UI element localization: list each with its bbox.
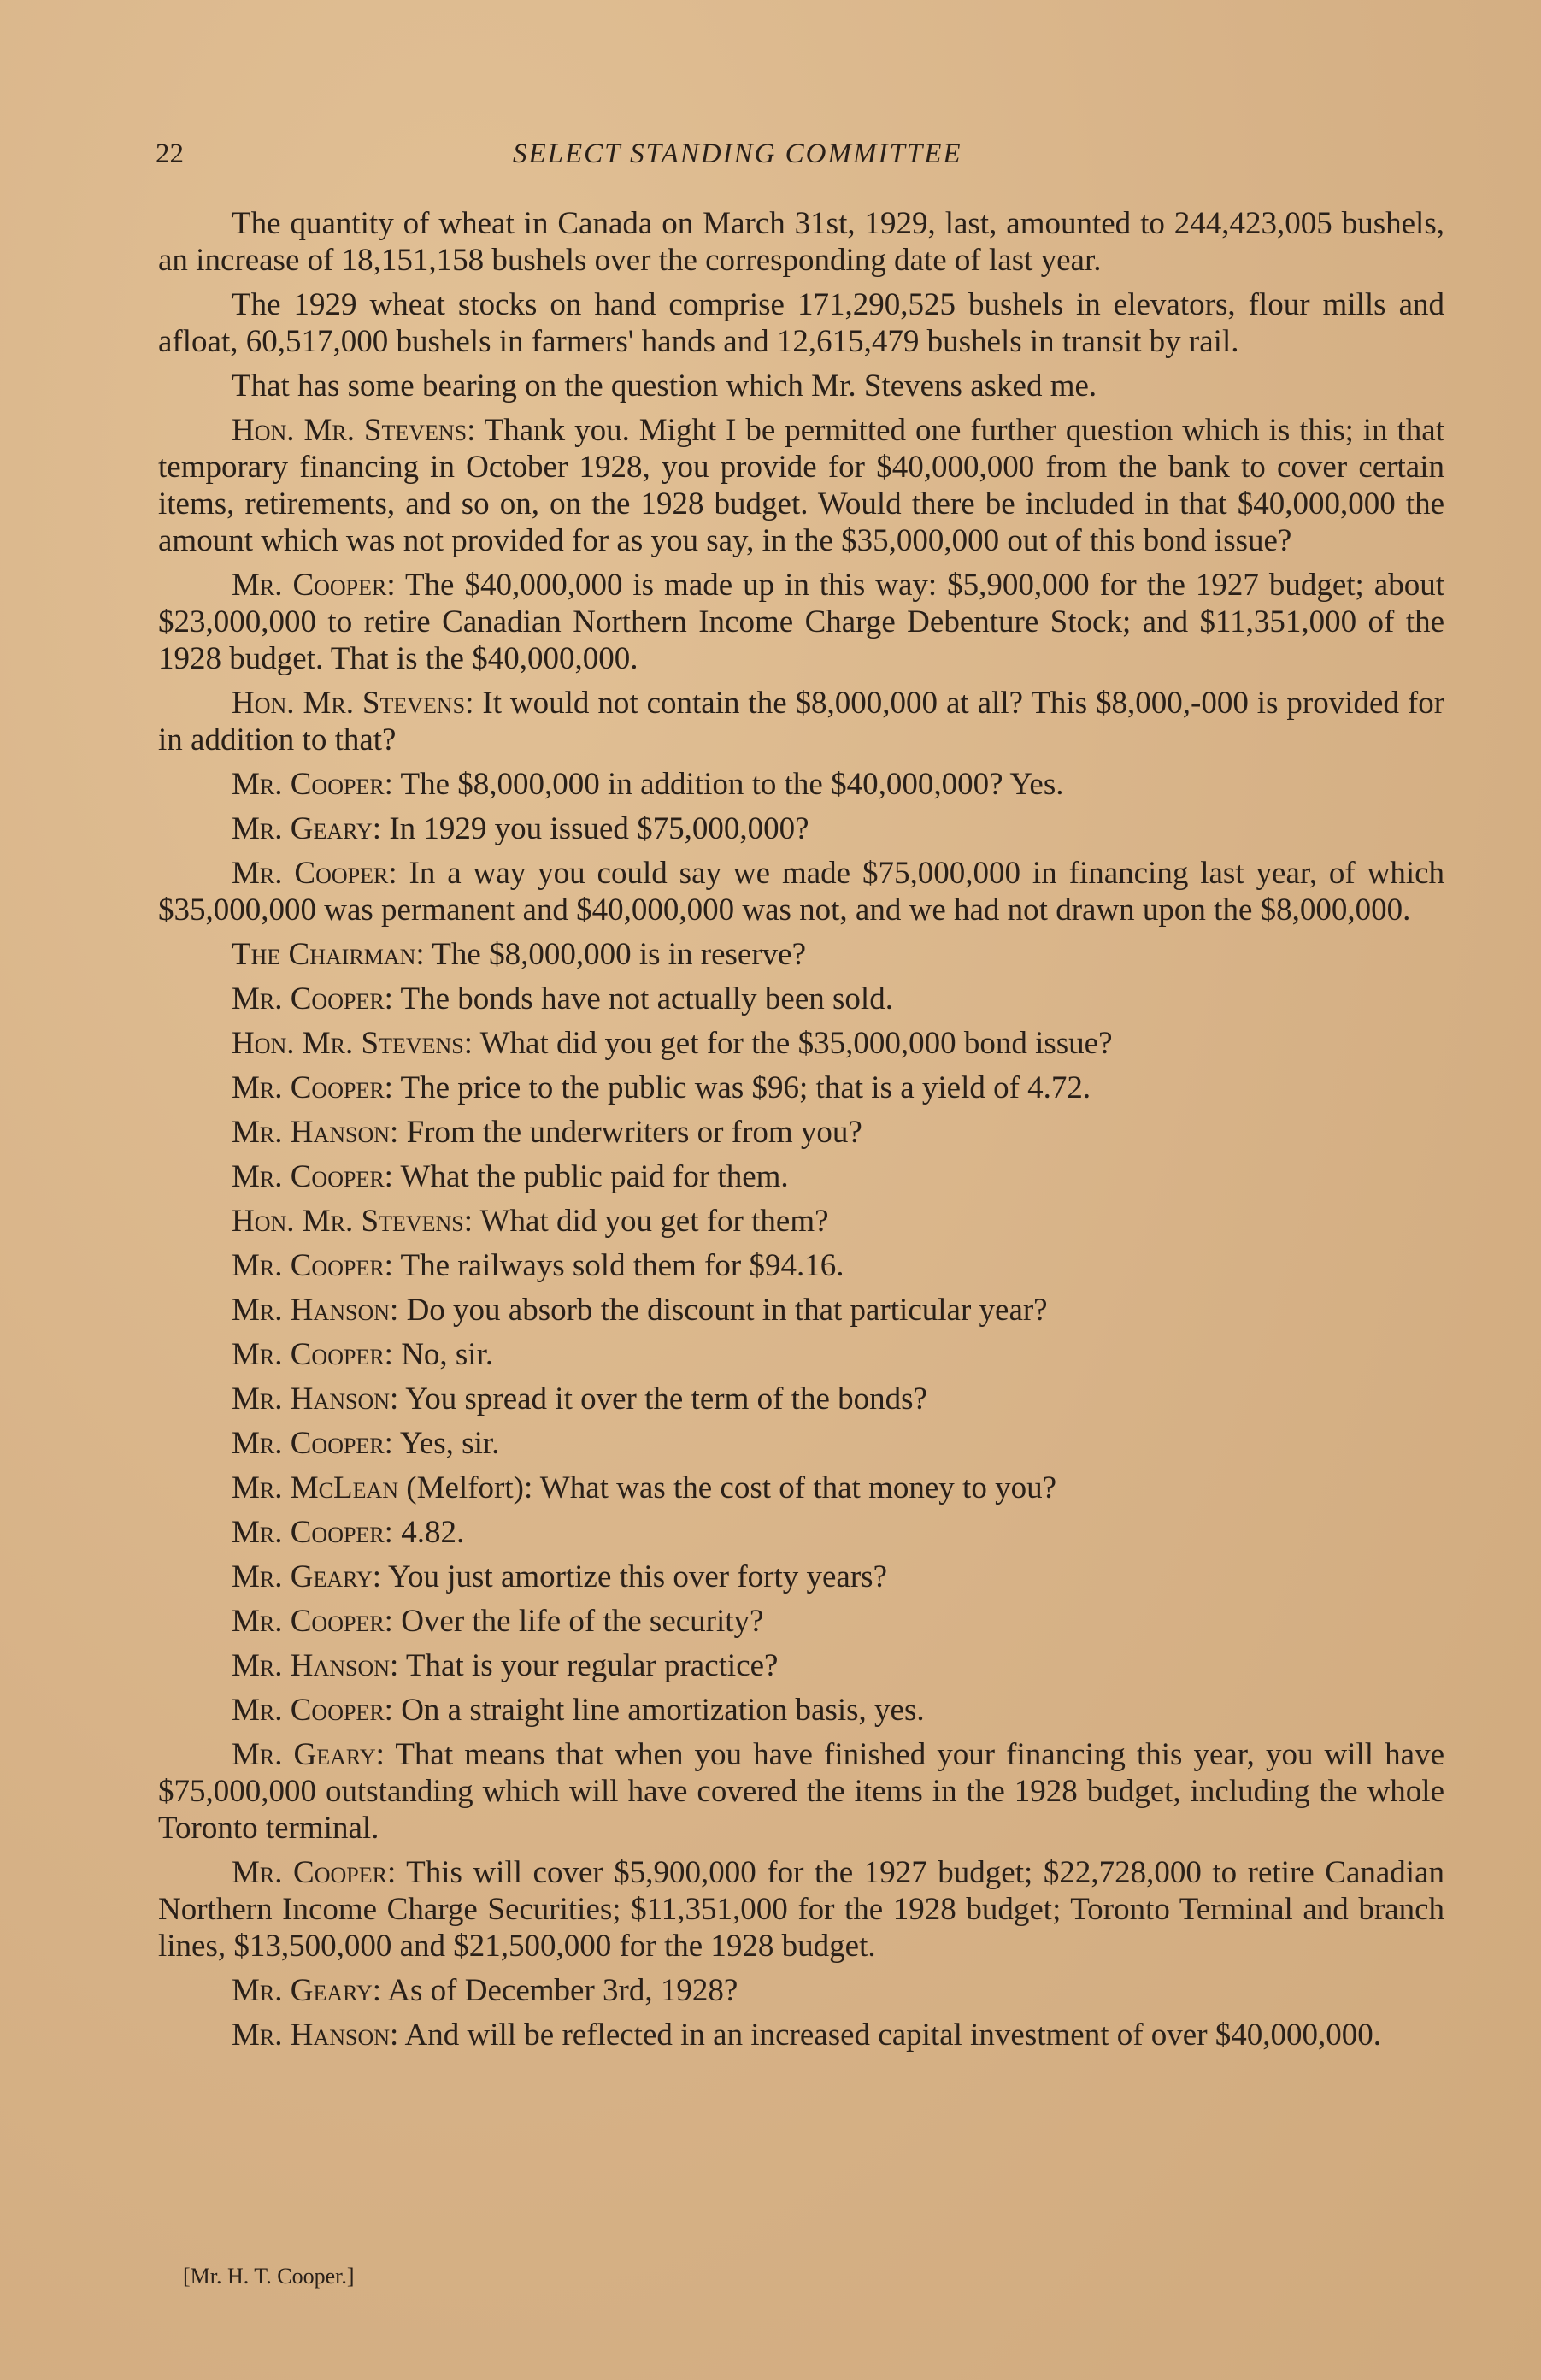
transcript-body <box>158 205 1444 2061</box>
speaker-name: Mr. Cooper: <box>232 981 393 1016</box>
paragraph-text: The quantity of wheat in Canada on March 31st, 1929, last, amounted to 244,423,005 bushels, an increase of 18,151,158 bushels over the corresponding date of last year. <box>158 206 1444 278</box>
paragraph-text: No, sir. <box>401 1337 494 1372</box>
speaker-name: Hon. Mr. Stevens: <box>232 686 474 721</box>
paragraph-text: The railways sold them for $94.16. <box>400 1248 844 1283</box>
paragraph <box>158 936 1444 973</box>
paragraph <box>158 810 1444 847</box>
paragraph <box>158 1025 1444 1062</box>
paragraph-text: You just amortize this over forty years? <box>387 1559 887 1594</box>
paragraph <box>158 1425 1444 1462</box>
paragraph <box>158 2017 1444 2053</box>
speaker-name: Mr. Cooper: <box>232 1693 393 1728</box>
paragraph-text: From the underwriters or from you? <box>406 1115 862 1150</box>
speaker-name: Mr. Geary: <box>232 1559 382 1594</box>
paragraph-text: This will cover $5,900,000 for the 1927 budget; $22,728,000 to retire Canadian Northern Income Charge Securities; $11,351,000 for the 1928 budget; Toronto Terminal and branch lines, $13,500,000 and $21,500,000 for the 1928 budget. <box>158 1855 1444 1964</box>
paragraph-text: On a straight line amortization basis, yes. <box>401 1693 925 1728</box>
paragraph-text: That is your regular practice? <box>405 1648 779 1683</box>
paragraph <box>158 1203 1444 1240</box>
speaker-name: The Chairman: <box>232 937 425 972</box>
speaker-name: Mr. Cooper: <box>232 1070 393 1105</box>
speaker-name: Mr. Cooper: <box>232 1337 393 1372</box>
speaker-name: Mr. Geary: <box>232 1737 385 1772</box>
paragraph <box>158 205 1444 279</box>
speaker-name: Mr. Cooper: <box>232 1159 393 1194</box>
paragraph <box>158 766 1444 803</box>
paragraph <box>158 1381 1444 1417</box>
speaker-name: Mr. Cooper: <box>232 1248 393 1283</box>
page-header <box>0 138 1541 181</box>
speaker-name: Mr. Hanson: <box>232 1115 399 1150</box>
paragraph <box>158 1114 1444 1151</box>
paragraph-text: That has some bearing on the question which Mr. Stevens asked me. <box>232 368 1097 404</box>
paragraph <box>158 1736 1444 1847</box>
paragraph <box>158 855 1444 928</box>
paragraph-text: The $8,000,000 in addition to the $40,000,000? Yes. <box>400 767 1064 802</box>
paragraph-text: What did you get for the $35,000,000 bond issue? <box>479 1026 1113 1061</box>
paragraph-text: What did you get for them? <box>479 1204 829 1239</box>
speaker-name: Mr. Geary: <box>232 1973 382 2008</box>
paragraph <box>158 1470 1444 1506</box>
paragraph <box>158 368 1444 404</box>
paragraph-text: In 1929 you issued $75,000,000? <box>389 811 809 846</box>
paragraph-text: The 1929 wheat stocks on hand comprise 171,290,525 bushels in elevators, flour mills and afloat, 60,517,000 bushels in farmers' hands and 12,615,479 bushels in transit by rail. <box>158 287 1444 359</box>
paragraph-text: In a way you could say we made $75,000,000 in financing last year, of which $35,000,000 was permanent and $40,000,000 was not, and we had not drawn upon the $8,000,000. <box>158 856 1445 928</box>
footer-note: [Mr. H. T. Cooper.] <box>183 2264 355 2289</box>
speaker-name: Mr. Hanson: <box>232 1381 399 1417</box>
speaker-name: Mr. Cooper: <box>232 856 397 891</box>
paragraph-text: (Melfort): What was the cost of that money to you? <box>406 1470 1056 1505</box>
paragraph-text: 4.82. <box>401 1515 465 1550</box>
paragraph-text: What the public paid for them. <box>400 1159 789 1194</box>
speaker-name: Mr. Geary: <box>232 811 382 846</box>
paragraph <box>158 1603 1444 1640</box>
paragraph <box>158 1854 1444 1965</box>
paragraph-text: Thank you. Might I be permitted one further question which is this; in that temporary financing in October 1928, you provide for $40,000,000 from the bank to cover certain items, retirements, and so on, on the 1928 budget. Would there be included in that $40,000,000 the amount which was not provided for as you say, in the $35,000,000 out of this bond issue? <box>158 413 1444 558</box>
paragraph <box>158 1972 1444 2009</box>
speaker-name: Mr. Cooper: <box>232 1604 393 1639</box>
paragraph-text: That means that when you have finished your financing this year, you will have $75,000,000 outstanding which will have covered the items in the 1928 budget, including the whole Toronto terminal. <box>158 1737 1444 1846</box>
paragraph <box>158 1158 1444 1195</box>
paragraph <box>158 1647 1444 1684</box>
paragraph <box>158 1292 1444 1328</box>
speaker-name: Mr. McLean <box>232 1470 399 1505</box>
speaker-name: Mr. Cooper: <box>232 568 396 603</box>
paragraph <box>158 1247 1444 1284</box>
paragraph <box>158 685 1444 758</box>
speaker-name: Mr. Hanson: <box>232 2018 399 2053</box>
paragraph-text: And will be reflected in an increased capital investment of over $40,000,000. <box>404 2018 1382 2053</box>
paragraph-text: It would not contain the $8,000,000 at all? This $8,000,-000 is provided for in addition to that? <box>158 686 1445 757</box>
paragraph <box>158 567 1444 677</box>
paragraph-text: The $8,000,000 is in reserve? <box>432 937 807 972</box>
speaker-name: Mr. Cooper: <box>232 1515 393 1550</box>
speaker-name: Mr. Hanson: <box>232 1648 399 1683</box>
paragraph <box>158 1692 1444 1729</box>
paragraph <box>158 1514 1444 1551</box>
paragraph-text: The price to the public was $96; that is a yield of 4.72. <box>400 1070 1091 1105</box>
paragraph <box>158 412 1444 559</box>
paragraph <box>158 1336 1444 1373</box>
paragraph-text: Do you absorb the discount in that particular year? <box>406 1293 1048 1328</box>
speaker-name: Mr. Cooper: <box>232 767 393 802</box>
paragraph-text: As of December 3rd, 1928? <box>387 1973 738 2008</box>
speaker-name: Hon. Mr. Stevens: <box>232 413 476 448</box>
speaker-name: Hon. Mr. Stevens: <box>232 1026 473 1061</box>
paragraph-text: The $40,000,000 is made up in this way: $5,900,000 for the 1927 budget; about $23,000,000 to retire Canadian Northern Income Charge Debenture Stock; and $11,351,000 of the 1928 budget. That is the $40,000,000. <box>158 568 1444 676</box>
speaker-name: Mr. Cooper: <box>232 1855 397 1890</box>
speaker-name: Hon. Mr. Stevens: <box>232 1204 473 1239</box>
paragraph-text: Over the life of the security? <box>401 1604 764 1639</box>
speaker-name: Mr. Cooper: <box>232 1426 393 1461</box>
running-title: SELECT STANDING COMMITTEE <box>513 138 962 169</box>
page-number: 22 <box>156 138 184 169</box>
paragraph-text: You spread it over the term of the bonds? <box>405 1381 927 1417</box>
paragraph-text: The bonds have not actually been sold. <box>400 981 893 1016</box>
paragraph <box>158 1069 1444 1106</box>
paragraph <box>158 1558 1444 1595</box>
paragraph-text: Yes, sir. <box>399 1426 500 1461</box>
paragraph <box>158 286 1444 360</box>
paragraph <box>158 981 1444 1017</box>
speaker-name: Mr. Hanson: <box>232 1293 399 1328</box>
